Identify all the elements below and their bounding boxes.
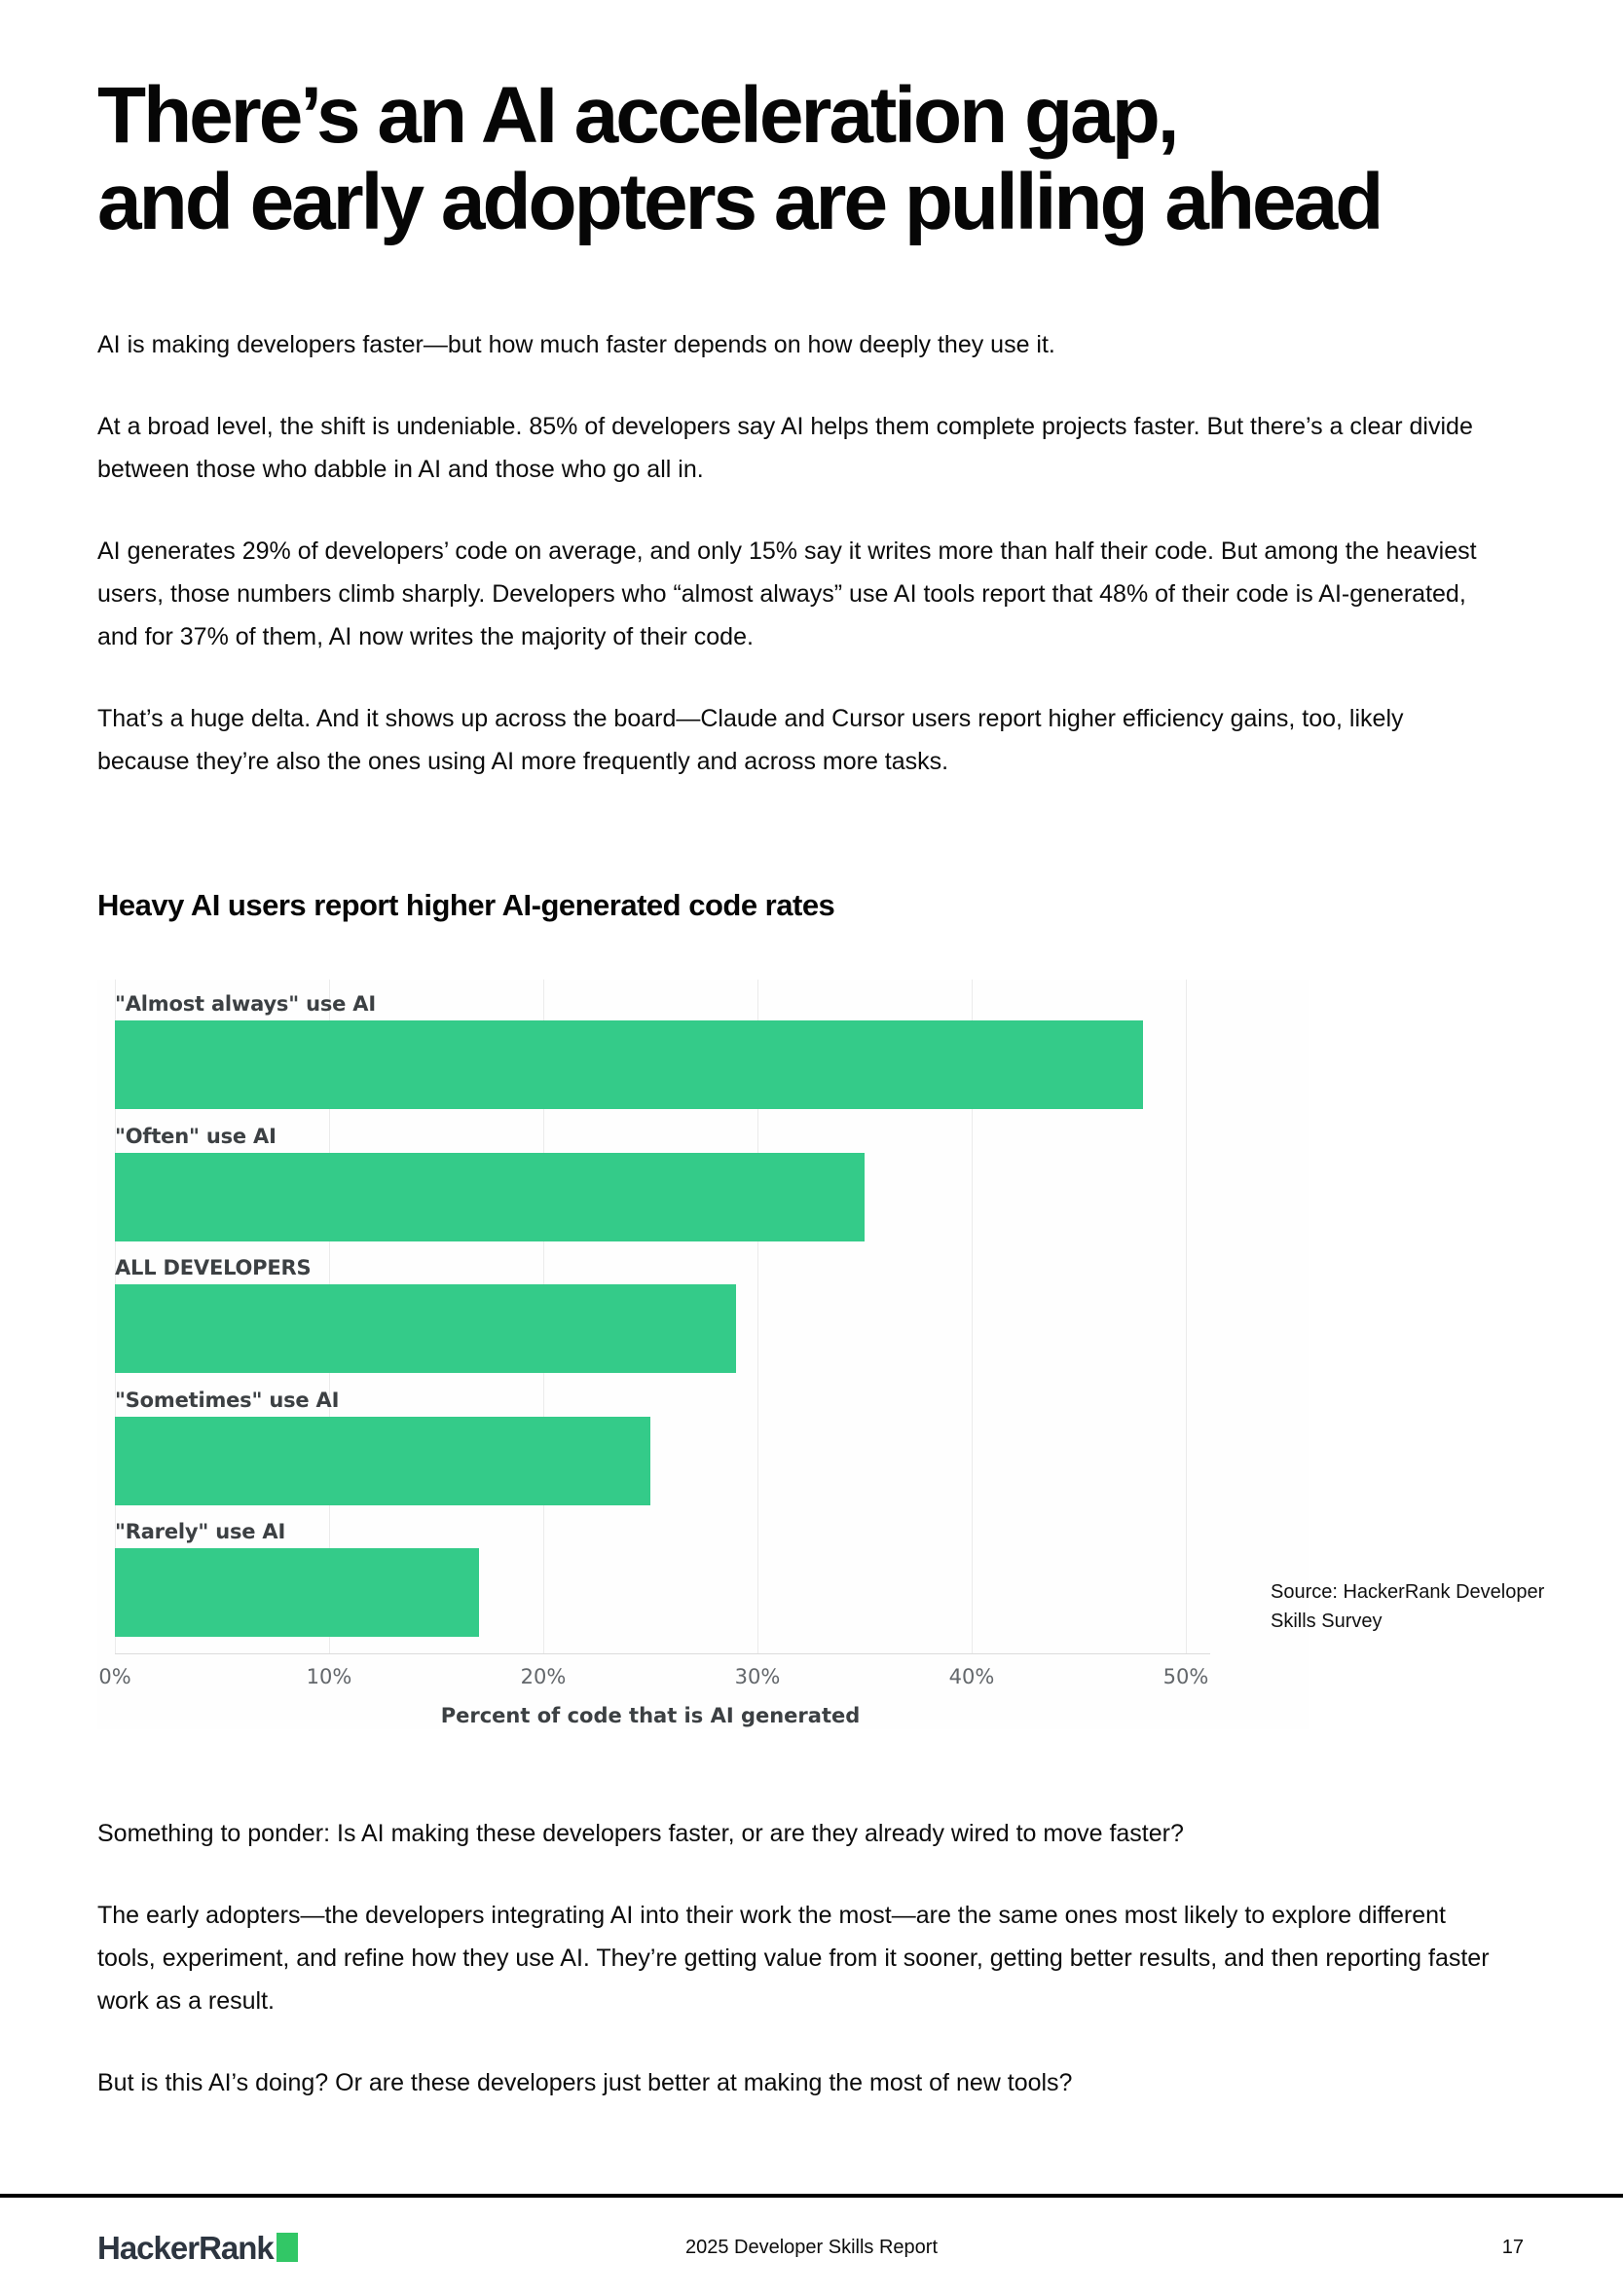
bar-label: "Almost always" use AI <box>115 992 376 1017</box>
x-tick-label: 50% <box>1162 1665 1209 1689</box>
x-tick-label: 0% <box>98 1665 131 1689</box>
bar <box>115 1548 479 1637</box>
chart-heading: Heavy AI users report higher AI-generated code rates <box>97 888 835 923</box>
x-tick-label: 20% <box>520 1665 567 1689</box>
page-title <box>97 73 1492 245</box>
body-paragraph: That’s a huge delta. And it shows up across the board—Claude and Cursor users report higher efficiency gains, too, likely because they’re also the ones using AI more frequently and across more tasks. <box>97 705 1404 776</box>
source-note: Source: HackerRank Developer Skills Survey <box>1271 1581 1545 1632</box>
bar <box>115 1417 650 1505</box>
x-tick-label: 10% <box>306 1665 352 1689</box>
bar-chart <box>97 980 1309 1729</box>
body-paragraph: The early adopters—the developers integrating AI into their work the most—are the same ones most likely to explore different tools, experiment, and refine how they use AI. They’re getting value from it sooner, getting better results, and then reporting faster work as a result. <box>97 1902 1490 2016</box>
page-footer <box>0 2230 1623 2278</box>
footer-page-number: 17 <box>1501 2237 1524 2258</box>
x-axis-line <box>115 1653 1210 1654</box>
footer-divider <box>0 2194 1623 2198</box>
x-tick-label: 30% <box>734 1665 781 1689</box>
gridline <box>1186 980 1187 1653</box>
bar <box>115 1020 1143 1109</box>
x-axis-title: Percent of code that is AI generated <box>440 1704 861 1728</box>
bar-label: "Sometimes" use AI <box>115 1388 340 1412</box>
body-paragraph: Something to ponder: Is AI making these developers faster, or are they already wired to move faster? <box>97 1820 1184 1848</box>
bar-label: "Rarely" use AI <box>115 1520 286 1544</box>
bar-label: "Often" use AI <box>115 1124 277 1148</box>
title-line-2: and early adopters are pulling ahead <box>97 157 1382 246</box>
bar <box>115 1284 736 1373</box>
footer-report-title: 2025 Developer Skills Report <box>684 2237 939 2258</box>
body-paragraph: AI generates 29% of developers’ code on average, and only 15% say it writes more than half their code. But among the heaviest users, those numbers climb sharply. Developers who “almost always” use AI tools report that 48% of their code is AI-generated, and for 37% of them, AI now writes the majority of their code. <box>97 537 1477 651</box>
body-paragraph: But is this AI’s doing? Or are these developers just better at making the most of new tools? <box>97 2069 1073 2097</box>
bar-label: ALL DEVELOPERS <box>115 1256 312 1280</box>
hackerrank-wordmark: HackerRank <box>97 2230 274 2266</box>
page-content <box>0 73 1623 2104</box>
x-tick-label: 40% <box>948 1665 995 1689</box>
bar <box>115 1153 865 1241</box>
body-paragraph: At a broad level, the shift is undeniable. 85% of developers say AI helps them complete projects faster. But there’s a clear divide between those who dabble in AI and those who go all in. <box>97 413 1473 484</box>
title-line-1: There’s an AI acceleration gap, <box>97 71 1177 160</box>
intro-paragraph: AI is making developers faster—but how much faster depends on how deeply they use it. <box>97 331 1055 359</box>
